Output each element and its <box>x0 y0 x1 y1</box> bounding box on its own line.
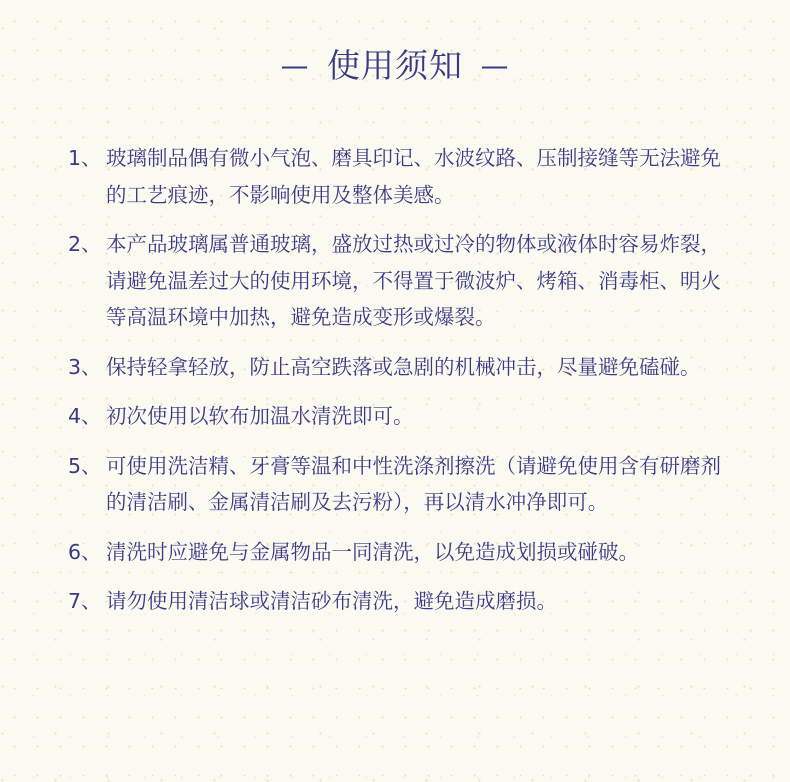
note-text: 请勿使用清洁球或清洁砂布清洗，避免造成磨损。 <box>106 589 557 613</box>
note-number: 7、 <box>68 589 102 613</box>
note-text: 初次使用以软布加温水清洗即可。 <box>106 404 414 428</box>
note-number: 2、 <box>68 232 102 256</box>
note-text: 保持轻拿轻放，防止高空跌落或急剧的机械冲击，尽量避免磕碰。 <box>106 354 701 379</box>
note-text: 清洗时应避免与金属物品一同清洗，以免造成划损或碰破。 <box>106 539 639 564</box>
page-title <box>0 42 790 90</box>
title-left-dash: — <box>280 49 310 82</box>
note-item-6 <box>68 534 723 571</box>
note-number: 1、 <box>68 146 102 170</box>
note-number: 5、 <box>68 453 102 478</box>
title-text: 使用须知 <box>327 46 463 85</box>
note-item-7 <box>68 583 723 620</box>
note-item-4 <box>68 398 723 435</box>
usage-notes-list <box>68 140 723 633</box>
title-right-dash: — <box>480 49 510 82</box>
note-text: 可使用洗洁精、牙膏等温和中性洗涤剂擦洗（请避免使用含有研磨剂的清洁刷、金属清洁刷及去污粉），再以清水冲净即可。 <box>106 453 721 514</box>
note-text: 本产品玻璃属普通玻璃，盛放过热或过冷的物体或液体时容易炸裂，请避免温差过大的使用环境，不得置于微波炉、烤箱、消毒柜、明火等高温环境中加热，避免造成变形或爆裂。 <box>106 232 721 329</box>
note-item-2 <box>68 226 723 336</box>
note-item-3 <box>68 349 723 386</box>
note-number: 4、 <box>68 404 102 428</box>
note-item-5 <box>68 448 723 521</box>
note-number: 3、 <box>68 354 102 379</box>
note-text: 玻璃制品偶有微小气泡、磨具印记、水波纹路、压制接缝等无法避免的工艺痕迹，不影响使用及整体美感。 <box>106 146 721 207</box>
note-item-1 <box>68 140 723 213</box>
note-number: 6、 <box>68 539 102 564</box>
